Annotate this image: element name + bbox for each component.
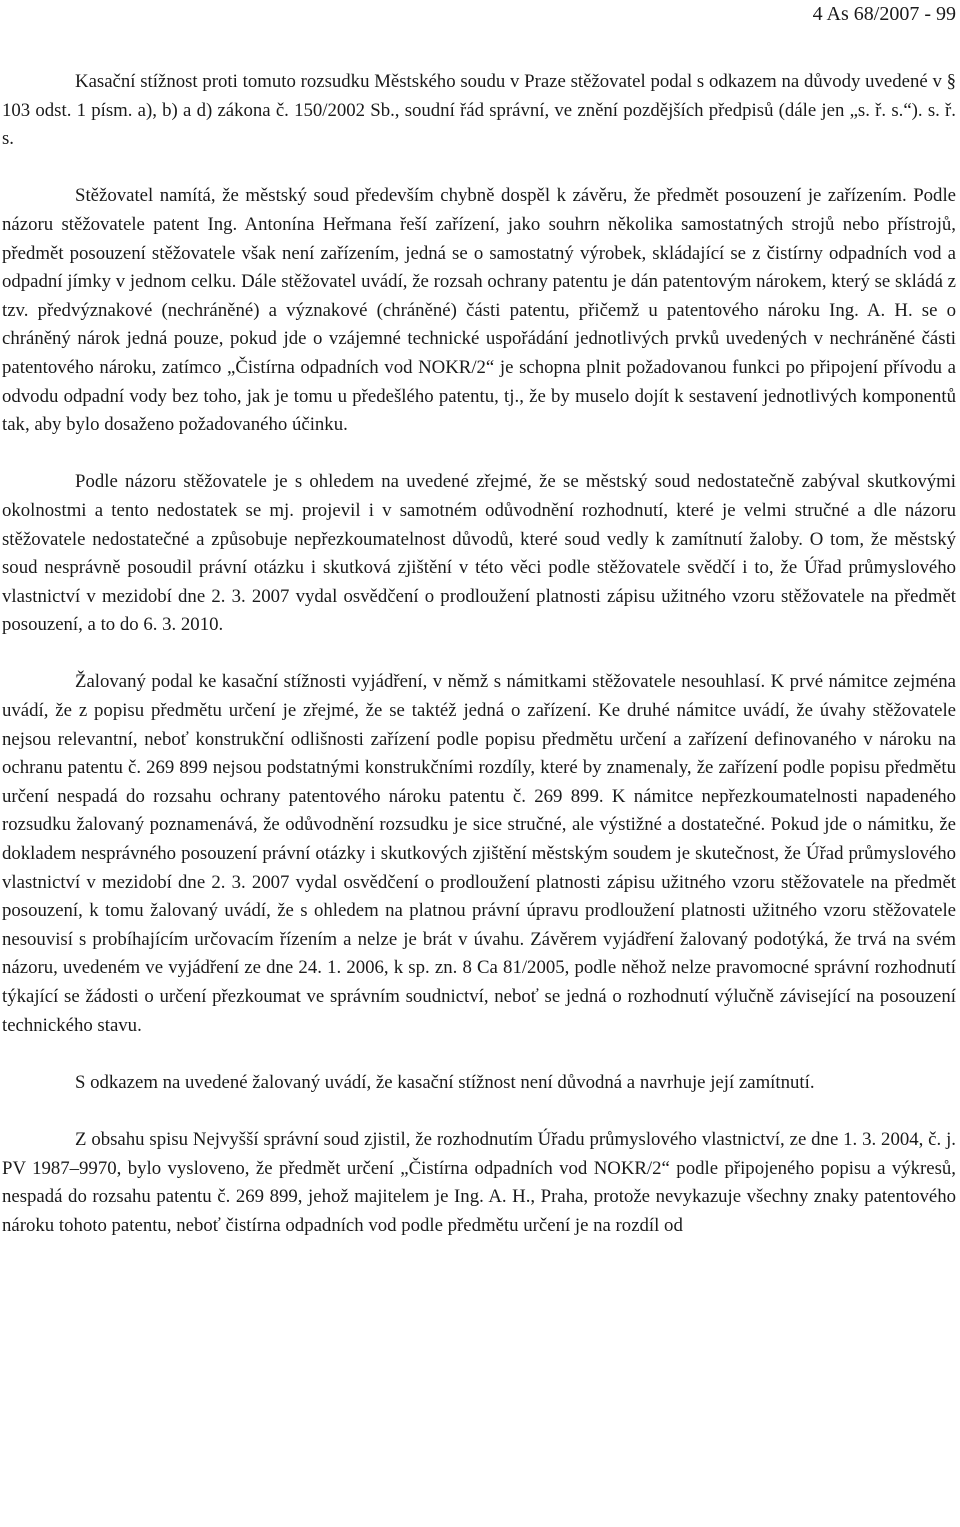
paragraph-gap [2, 440, 956, 469]
paragraph-gap [2, 1040, 956, 1069]
paragraph-complainant-opinion: Podle názoru stěžovatele je s ohledem na uvedené zřejmé, že se městský soud nedostatečně zabýval skutkovými okolnostmi a tento nedostatek se mj. projevil i v samotném odůvodnění rozhodnutí, které je velmi stručné a dle názoru stěžovatele nedostatečné a způsobuje nepřezkoumatelnost důvodů, které soud vedly k zamítnutí žaloby. O tom, že městský soud nesprávně posoudil právní otázku i skutková zjištění v této věci podle stěžovatele svědčí i to, že Úřad průmyslového vlastnictví v mezidobí dne 2. 3. 2007 vydal osvědčení o prodloužení platnosti zápisu užitného vzoru stěžovatele na předmět posouzení, a to do 6. 3. 2010. [2, 471, 956, 636]
paragraph-gap [2, 154, 956, 183]
paragraph-defendant-proposal: S odkazem na uvedené žalovaný uvádí, že kasační stížnost není důvodná a navrhuje její zamítnutí. [75, 1071, 815, 1093]
case-number-header: 4 As 68/2007 - 99 [812, 3, 956, 25]
document-body [2, 68, 956, 1240]
paragraph-cassation-complaint: Kasační stížnost proti tomuto rozsudku Městského soudu v Praze stěžovatel podal s odkazem na důvody uvedené v § 103 odst. 1 písm. a), b) a d) zákona č. 150/2002 Sb., soudní řád správní, ve znění pozdějších předpisů (dále jen „s. ř. s.“). s. ř. s. [2, 71, 956, 150]
paragraph-gap [2, 1097, 956, 1126]
paragraph-defendant-response: Žalovaný podal ke kasační stížnosti vyjádření, v němž s námitkami stěžovatele nesouhlasí. K prvé námitce zejména uvádí, že z popisu předmětu určení je zřejmé, že se taktéž jedná o zařízení. Ke druhé námitce uvádí, že úvahy stěžovatele nejsou relevantní, neboť konstrukční odlišnosti zařízení podle popisu předmětu určení a zařízení definovaného v nároku na ochranu patentu č. 269 899 nejsou podstatnými konstrukčními rozdíly, které by znamenaly, že zařízení podle popisu předmětu určení nespadá do rozsahu ochrany patentového nároku patentu č. 269 899. K námitce nepřezkoumatelnosti napadeného rozsudku žalovaný poznamenává, že odůvodnění rozsudku je sice stručné, ale výstižné a dostatečné. Pokud jde o námitku, že dokladem nesprávného posouzení právní otázky i skutkových zjištění městským soudem je skutečnost, že Úřad průmyslového vlastnictví v mezidobí dne 2. 3. 2007 vydal osvědčení o prodloužení platnosti zápisu užitného vzoru stěžovatele na předmět posouzení, k tomu žalovaný uvádí, že s ohledem na platnou právní úpravu prodloužení platnosti užitného vzoru stěžovatele nesouvisí s probíhajícím určovacím řízením a nelze je brát v úvahu. Závěrem vyjádření žalovaný podotýká, že trvá na svém názoru, uvedeném ve vyjádření ze dne 24. 1. 2006, k sp. zn. 8 Ca 81/2005, podle něhož nelze pravomocné správní rozhodnutí týkající se žádosti o určení přezkoumat ve správním soudnictví, neboť se jedná o rozhodnutí výlučně závisející na posouzení technického stavu. [2, 671, 956, 1036]
paragraph-complainant-objection: Stěžovatel namítá, že městský soud především chybně dospěl k závěru, že předmět posouzení je zařízením. Podle názoru stěžovatele patent Ing. Antonína Heřmana řeší zařízení, jako souhrn několika samostatných strojů nebo přístrojů, předmět posouzení stěžovatele však není zařízením, jedná se o samostatný výrobek, skládající se z čistírny odpadních vod a odpadní jímky v jednom celku. Dále stěžovatel uvádí, že rozsah ochrany patentu je dán patentovým nárokem, který se skládá z tzv. předvýznakové (nechráněné) a význakové (chráněné) části patentu, přičemž u patentového nároku Ing. A. H. se o chráněný nárok jedná pouze, pokud jde o vzájemné technické uspořádání jednotlivých prvků uvedených v nechráněné části patentového nároku, zatímco „Čistírna odpadních vod NOKR/2“ je schopna plnit požadovanou funkci po připojení přívodu a odvodu odpadní vody bez toho, jak je tomu u předešlého patentu, tj., že by muselo dojít k sestavení jednotlivých komponentů tak, aby bylo dosaženo požadovaného účinku. [2, 185, 956, 436]
paragraph-court-findings: Z obsahu spisu Nejvyšší správní soud zjistil, že rozhodnutím Úřadu průmyslového vlastnictví, ze dne 1. 3. 2004, č. j. PV 1987–9970, bylo vysloveno, že předmět určení „Čistírna odpadních vod NOKR/2“ podle připojeného popisu a výkresů, nespadá do rozsahu patentu č. 269 899, jehož majitelem je Ing. A. H., Praha, protože nevykazuje všechny znaky patentového nároku tohoto patentu, neboť čistírna odpadních vod podle předmětu určení je na rozdíl od [2, 1128, 956, 1236]
paragraph-gap [2, 640, 956, 669]
